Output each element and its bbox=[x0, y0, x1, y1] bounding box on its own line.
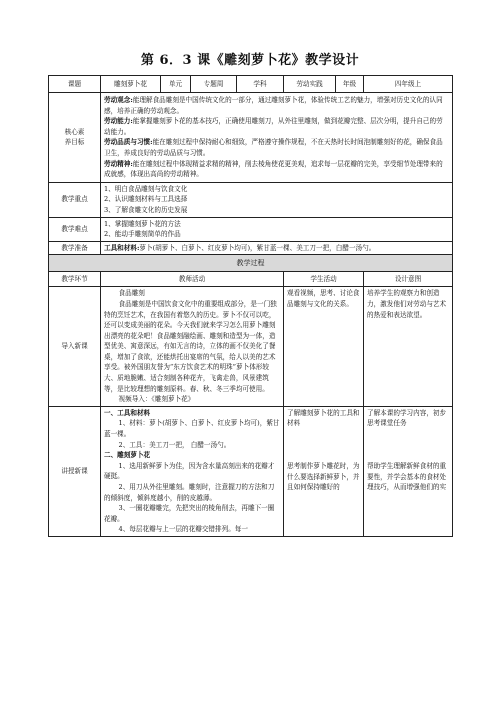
subject-value: 劳动实践 bbox=[284, 76, 336, 93]
difficulty-item: 2、能动手雕刻简单的作品 bbox=[104, 230, 181, 239]
info-row bbox=[49, 76, 453, 93]
lesson-heading-carving: 二、雕刻萝卜花 bbox=[104, 451, 151, 460]
lesson-row bbox=[49, 406, 453, 536]
preparation-text: 萝卜(胡萝卜、白萝卜、红皮萝卜均可)，紫甘蓝一棵、美工刀一把，白醋一汤勺。 bbox=[139, 243, 376, 252]
topic-label: 课题 bbox=[49, 76, 101, 93]
header-intent: 设计意图 bbox=[364, 272, 453, 287]
intro-stage: 导入新课 bbox=[49, 287, 101, 407]
literacy-item: 劳动能力:能掌握雕刻萝卜花的基本技巧，正确使用雕刻刀，从外往里雕刻，做到花瓣完整、层次分明，提升自己的劳动能力。 bbox=[104, 117, 443, 136]
key-points-row bbox=[49, 182, 453, 217]
spacer bbox=[367, 429, 449, 461]
header-teacher: 教师活动 bbox=[101, 272, 284, 287]
intro-student-activity: 观看视频，思考、讨论食品雕刻与文化的关系。 bbox=[284, 287, 364, 407]
lesson-intent-1: 了解本课的学习内容，初步思考课堂任务 bbox=[367, 408, 447, 428]
lesson-step: 2、用刀从外往里雕刻。雕刻时，注意握刀的方法和刀的倾斜度，倾斜度越小，削的皮越薄。 bbox=[104, 483, 275, 502]
intro-teacher-text: 食品雕刻是中国饮食文化中的重要组成部分，是一门独特的烹饪艺术，在我国有着悠久的历史。萝卜不仅可以吃，还可以变成美丽的花朵。今天我们就来学习怎么用萝卜雕刻出漂亮的花朵吧！食品雕刻融绘画、雕刻和造型为一体，造型优美、寓意深远，有如无言的诗，立体的画不仅美化了餐桌，增加了食欲，还能烘托出宴席的气氛，给人以美的艺术享受。被外国朋友誉为“东方饮食艺术的明珠”萝卜体形较大、质地脆嫩、适合刻制各种花卉，飞禽走兽，风景建筑等，是比较理想的雕刻原料。春、秋、冬三季均可使用。 bbox=[104, 299, 277, 393]
lesson-student-2: 思考制作萝卜雕花时，为什么要选择新鲜萝卜，并且如何保持雕好的 bbox=[287, 462, 360, 492]
header-stage: 教学环节 bbox=[49, 272, 101, 287]
key-points-label: 教学重点 bbox=[49, 182, 101, 217]
difficulties-row bbox=[49, 217, 453, 241]
core-literacy-content bbox=[101, 93, 453, 183]
key-point-item: 2、认识雕刻材料与工具选择 bbox=[104, 195, 188, 204]
core-literacy-label: 核心素 养目标 bbox=[49, 93, 101, 183]
preparation-content bbox=[101, 241, 453, 255]
lesson-step: 4、每层花瓣与上一层的花瓣交错排列。每一 bbox=[118, 525, 248, 534]
lesson-stage: 讲授新课 bbox=[49, 406, 101, 536]
document-title: 第 6．3 课《雕刻萝卜花》教学设计 bbox=[140, 53, 360, 68]
literacy-item: 劳动精神:能在雕刻过程中体现精益求精的精神，削去棱角使花更美观，追求每一层花瓣的完美，享受细节处理带来的成就感，体现出高尚的劳动精神。 bbox=[104, 159, 443, 179]
difficulties-label: 教学难点 bbox=[49, 217, 101, 241]
lesson-student-1: 了解雕刻萝卜花的工具和材料 bbox=[287, 408, 360, 428]
key-point-item: 1、明白食品雕刻与饮食文化 bbox=[104, 184, 188, 193]
grade-label: 年级 bbox=[336, 76, 364, 93]
preparation-heading: 工具和材料: bbox=[104, 243, 140, 252]
unit-label: 单元 bbox=[161, 76, 191, 93]
lesson-step: 1、选用新鲜萝卜为佳，因为含水量高刻出来的花瓣才硬挺。 bbox=[104, 461, 275, 481]
difficulties-content bbox=[101, 217, 453, 241]
lesson-heading-tools: 一、工具和材料 bbox=[104, 408, 151, 417]
topic-value: 雕刻萝卜花 bbox=[101, 76, 161, 93]
lesson-materials: 1、材料：萝卜(胡萝卜、白萝卜、红皮萝卜均可)，紫甘蓝一棵。 bbox=[104, 419, 280, 439]
key-point-item: 3、了解食雕文化的历史发展 bbox=[104, 205, 188, 214]
preparation-row bbox=[49, 241, 453, 255]
lesson-step: 3、一圈花瓣雕完，先把突出的棱角削去，再雕下一圈花瓣。 bbox=[104, 504, 275, 523]
intro-teacher-activity bbox=[101, 287, 284, 407]
intro-row bbox=[49, 287, 453, 407]
spacer bbox=[287, 429, 360, 461]
intro-design-intent: 培养学生的观察力和创造力，激发他们对劳动与艺术的热爱和表达欲望。 bbox=[364, 287, 453, 407]
lesson-tools: 2、工具：美工刀一把， 白醋一汤勺。 bbox=[118, 440, 231, 449]
core-literacy-row bbox=[49, 93, 453, 183]
lesson-student-activity bbox=[284, 406, 364, 536]
lesson-teacher-activity bbox=[101, 406, 284, 536]
lesson-plan-table bbox=[48, 75, 453, 537]
process-section-title: 教学过程 bbox=[49, 255, 453, 272]
preparation-label: 教学准备 bbox=[49, 241, 101, 255]
key-points-content bbox=[101, 182, 453, 217]
process-section-row bbox=[49, 255, 453, 272]
literacy-item: 劳动观念:能理解食品雕刻是中国传统文化的一部分，通过雕刻萝卜花，体验传统工艺的魅力，增强对历史文化的认同感，培养正确的劳动观念。 bbox=[104, 96, 443, 115]
literacy-item: 劳动品质与习惯:能在雕刻过程中保持耐心和细致，严格遵守操作规程，不在天热时长时间泡制雕刻好的花，确保食品卫生，养成良好的劳动品质与习惯。 bbox=[104, 138, 443, 157]
lesson-intent-2: 帮助学生理解新鲜食材的重要性，并学会基本的食材处理技巧，从而增强他们的实 bbox=[367, 462, 447, 492]
intro-teacher-title: 食品雕刻 bbox=[118, 289, 145, 298]
grade-value: 四年级上 bbox=[364, 76, 453, 93]
process-header-row bbox=[49, 272, 453, 287]
difficulty-item: 1、掌握雕刻萝卜花的方法 bbox=[104, 219, 181, 228]
subject-label: 学科 bbox=[237, 76, 284, 93]
header-student: 学生活动 bbox=[284, 272, 364, 287]
intro-teacher-footer: 视频导入：《雕刻萝卜花》 bbox=[118, 395, 195, 404]
unit-value: 专题周 bbox=[191, 76, 237, 93]
lesson-design-intent bbox=[364, 406, 453, 536]
